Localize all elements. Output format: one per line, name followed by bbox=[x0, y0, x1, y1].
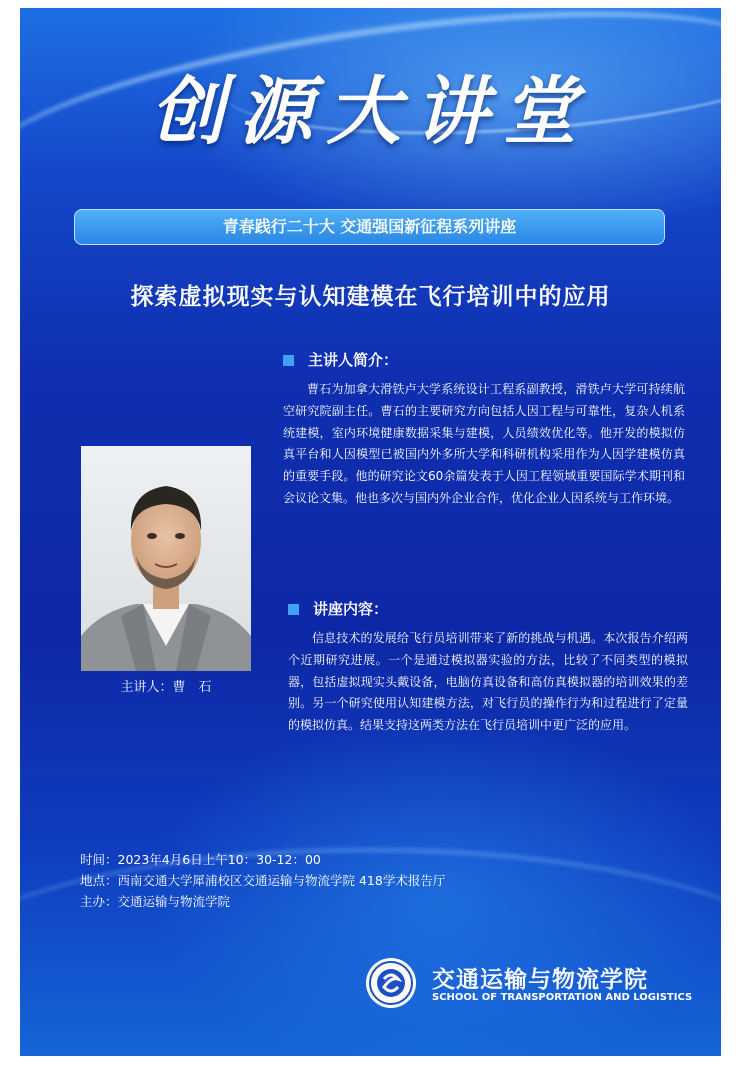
lecture-title: 探索虚拟现实与认知建模在飞行培训中的应用 bbox=[130, 284, 611, 310]
school-emblem-icon bbox=[365, 957, 417, 1009]
speaker-photo bbox=[81, 446, 251, 671]
square-bullet-icon bbox=[288, 604, 299, 615]
event-location: 地点：西南交通大学犀浦校区交通运输与物流学院 418学术报告厅 bbox=[80, 873, 446, 888]
speaker-intro-heading-text: 主讲人简介： bbox=[308, 351, 399, 369]
main-title: 创源大讲堂 bbox=[150, 69, 591, 155]
lecture-content-heading-text: 讲座内容： bbox=[313, 600, 389, 618]
square-bullet-icon bbox=[283, 355, 294, 366]
speaker-intro-text: 曹石为加拿大滑铁卢大学系统设计工程系副教授，滑铁卢大学可持续航空研究院副主任。曹石的主要研究方向包括人因工程与可靠性，复杂人机系统建模，室内环境健康数据采集与建模，人员绩效优化等。他开发的模拟仿真平台和人因模型已被国内外多所大学和科研机构采用作为人因学建模仿真的重要手段。他的研究论文60余篇发表于人因工程领域重要国际学术期刊和会议论文集。他也多次与国内外企业合作，优化企业人因系统与工作环境。 bbox=[283, 382, 685, 505]
lecture-content-heading bbox=[288, 598, 388, 619]
school-name-en: SCHOOL OF TRANSPORTATION AND LOGISTICS bbox=[432, 992, 693, 1003]
speaker-intro-heading bbox=[283, 349, 398, 370]
event-host: 主办：交通运输与物流学院 bbox=[80, 894, 231, 909]
speaker-portrait-icon bbox=[81, 446, 251, 671]
lecture-content-text: 信息技术的发展给飞行员培训带来了新的挑战与机遇。本次报告介绍两个近期研究进展。一个是通过模拟器实验的方法，比较了不同类型的模拟器，包括虚拟现实头戴设备，电脑仿真设备和高仿真模拟器的培训效果的差别。另一个研究使用认知建模方法，对飞行员的操作行为和过程进行了定量的模拟仿真。结果支持这两类方法在飞行员培训中更广泛的应用。 bbox=[288, 631, 688, 733]
school-name-cn: 交通运输与物流学院 bbox=[432, 967, 648, 993]
event-time: 时间：2023年4月6日上午10：30-12：00 bbox=[80, 852, 321, 867]
speaker-caption: 主讲人：曹 石 bbox=[120, 680, 212, 695]
poster bbox=[20, 8, 721, 1056]
series-banner: 青春践行二十大 交通强国新征程系列讲座 bbox=[74, 209, 665, 245]
